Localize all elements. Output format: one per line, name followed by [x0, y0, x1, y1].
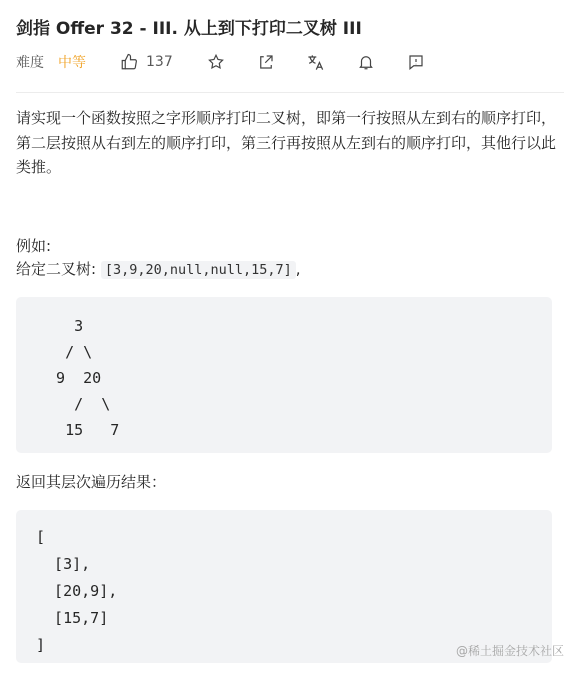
notify-button[interactable] [355, 51, 377, 73]
translate-button[interactable] [305, 51, 327, 73]
result-code-block [16, 510, 552, 663]
difficulty-label: 难度 [16, 55, 44, 71]
share-icon [257, 53, 275, 71]
difficulty-badge: 中等 [58, 55, 86, 71]
result-ascii: [ [3], [20,9], [15,7] ] [36, 528, 118, 654]
tree-ascii: 3 / \ 9 20 / \ 15 7 [56, 317, 120, 439]
tree-code-block [16, 297, 552, 453]
given-tree-prefix: 给定二叉树: [16, 260, 101, 278]
star-icon [207, 53, 225, 71]
given-tree-line [16, 257, 301, 282]
like-count: 137 [146, 54, 173, 70]
watermark: @稀土掘金技术社区 [455, 644, 564, 658]
bell-icon [357, 53, 375, 71]
feedback-button[interactable] [405, 51, 427, 73]
like-button[interactable] [120, 53, 173, 71]
share-button[interactable] [255, 51, 277, 73]
thumbs-up-icon [120, 53, 138, 71]
result-label: 返回其层次遍历结果： [16, 473, 167, 491]
problem-description: 请实现一个函数按照之字形顺序打印二叉树，即第一行按照从左到右的顺序打印，第二层按照从右到左的顺序打印，第三行再按照从左到右的顺序打印，其他行以此类推。 [16, 109, 557, 176]
problem-title: 剑指 Offer 32 - III. 从上到下打印二叉树 III [16, 19, 362, 39]
given-tree-code: [3,9,20,null,null,15,7] [101, 261, 296, 279]
header-divider [16, 92, 564, 93]
problem-meta-bar [16, 50, 455, 74]
example-label: 例如: [16, 237, 52, 255]
feedback-icon [407, 53, 425, 71]
given-tree-suffix: , [295, 260, 301, 278]
favorite-button[interactable] [205, 51, 227, 73]
translate-icon [306, 53, 325, 72]
